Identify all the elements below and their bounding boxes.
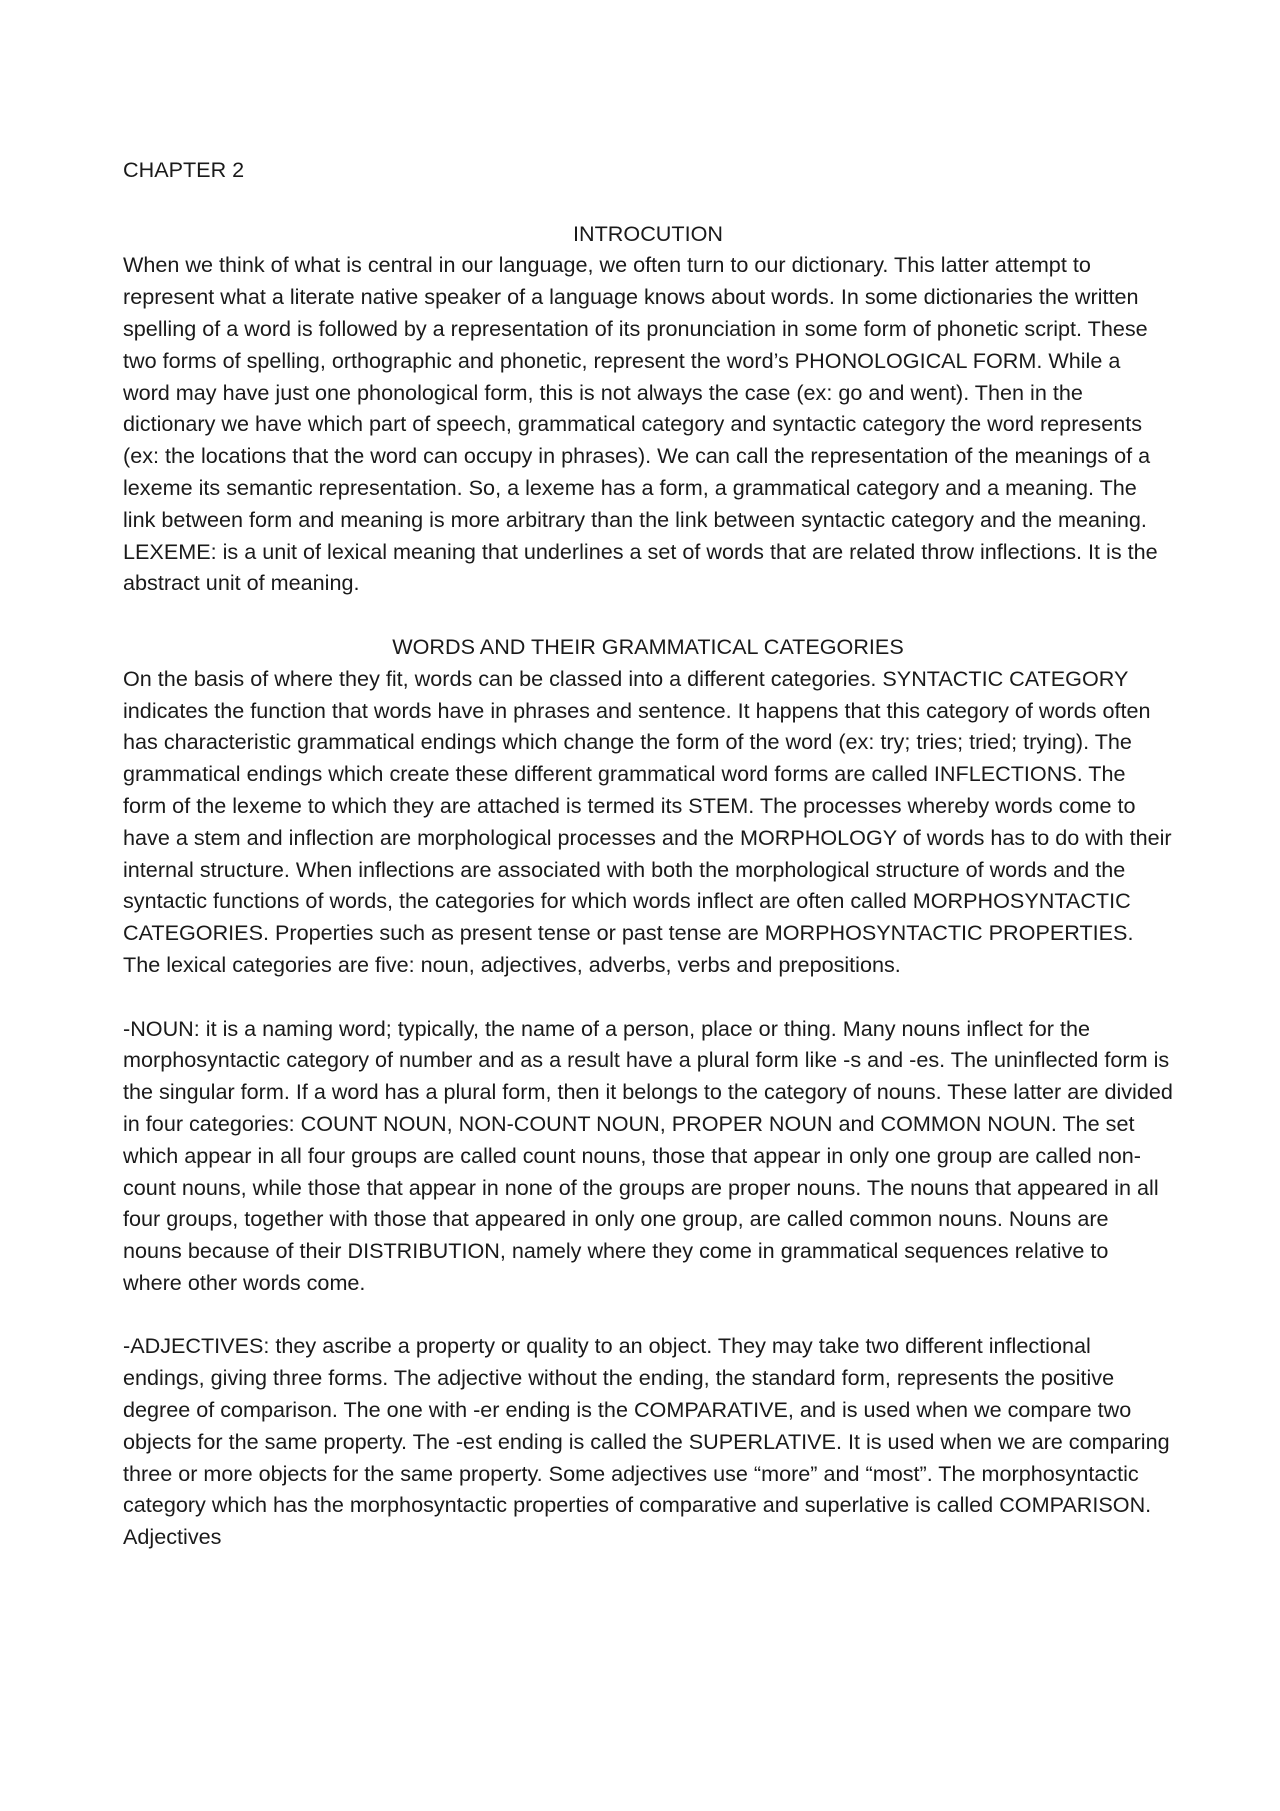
paragraph-categories: On the basis of where they fit, words can be classed into a different categories. SYNTACTIC CATEGORY indicates the function that words have in phrases and sentence. It happens that this category of words often has characteristic grammatical endings which change the form of the word (ex: try; tries; tried; trying). The grammatical endings which create these different grammatical word forms are called INFLECTIONS. The form of the lexeme to which they are attached is termed its STEM. The processes whereby words come to have a stem and inflection are morphological processes and the MORPHOLOGY of words has to do with their internal structure. When inflections are associated with both the morphological structure of words and the syntactic functions of words, the categories for which words inflect are often called MORPHOSYNTACTIC CATEGORIES. Properties such as present tense or past tense are MORPHOSYNTACTIC PROPERTIES. The lexical categories are five: noun, adjectives, adverbs, verbs and prepositions.: [123, 665, 1172, 977]
paragraph-spacer: [123, 599, 1173, 631]
document-page: [123, 154, 1173, 1553]
section-heading-introduction: INTROCUTION: [573, 220, 723, 246]
paragraph-spacer: [123, 981, 1173, 1013]
paragraph-spacer: [123, 1299, 1173, 1331]
chapter-label: CHAPTER 2: [123, 157, 245, 182]
paragraph-introduction: When we think of what is central in our language, we often turn to our dictionary. This latter attempt to represent what a literate native speaker of a language knows about words. In some dictionaries the written spelling of a word is followed by a representation of its pronunciation in some form of phonetic script. These two forms of spelling, orthographic and phonetic, represent the word’s PHONOLOGICAL FORM. While a word may have just one phonological form, this is not always the case (ex: go and went). Then in the dictionary we have which part of speech, grammatical category and syntactic category the word represents (ex: the locations that the word can occupy in phrases). We can call the representation of the meanings of a lexeme its semantic representation. So, a lexeme has a form, a grammatical category and a meaning. The link between form and meaning is more arbitrary than the link between syntactic category and the meaning. LEXEME: is a unit of lexical meaning that underlines a set of words that are related throw inflections. It is the abstract unit of meaning.: [123, 252, 1158, 596]
paragraph-adjectives: -ADJECTIVES: they ascribe a property or quality to an object. They may take two different inflectional endings, giving three forms. The adjective without the ending, the standard form, represents the positive degree of comparison. The one with -er ending is the COMPARATIVE, and is used when we compare two objects for the same property. The -est ending is called the SUPERLATIVE. It is used when we are comparing three or more objects for the same property. Some adjectives use “more” and “most”. The morphosyntactic category which has the morphosyntactic properties of comparative and superlative is called COMPARISON. Adjectives: [123, 1333, 1170, 1550]
section-heading-grammatical-categories: WORDS AND THEIR GRAMMATICAL CATEGORIES: [392, 633, 904, 659]
paragraph-noun: -NOUN: it is a naming word; typically, the name of a person, place or thing. Many nouns inflect for the morphosyntactic category of number and as a result have a plural form like -s and -es. The uninflected form is the singular form. If a word has a plural form, then it belongs to the category of nouns. These latter are divided in four categories: COUNT NOUN, NON-COUNT NOUN, PROPER NOUN and COMMON NOUN. The set which appear in all four groups are called count nouns, those that appear in only one group are called non-count nouns, while those that appear in none of the groups are proper nouns. The nouns that appeared in all four groups, together with those that appeared in only one group, are called common nouns. Nouns are nouns because of their DISTRIBUTION, namely where they come in grammatical sequences relative to where other words come.: [123, 1015, 1173, 1295]
